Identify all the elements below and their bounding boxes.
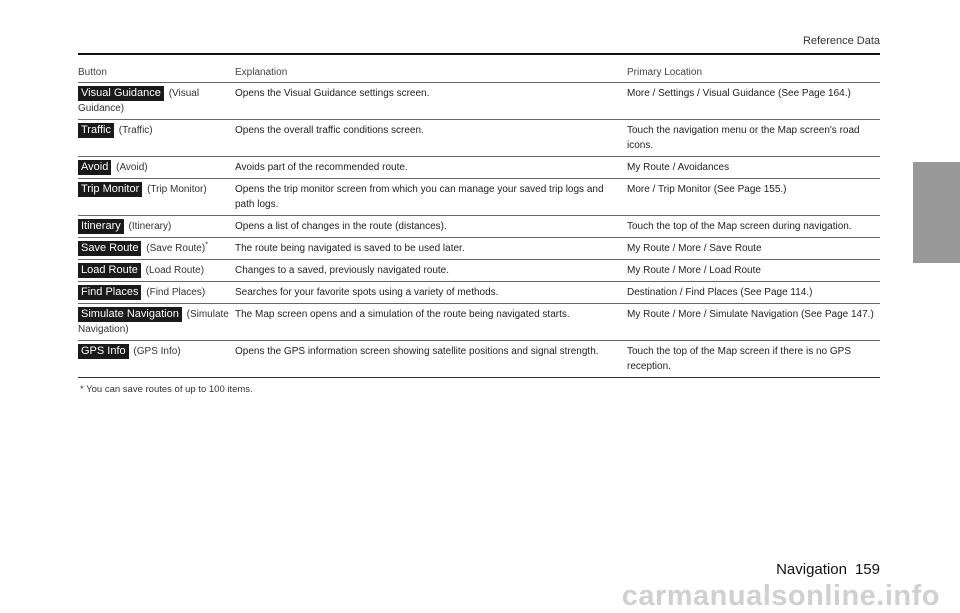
explanation-cell: Opens the Visual Guidance settings screen. [235, 83, 627, 120]
avoid-badge: Avoid [78, 160, 111, 175]
button-cell [78, 304, 235, 341]
itinerary-badge: Itinerary [78, 219, 124, 234]
explanation-cell: Opens the trip monitor screen from which you can manage your saved trip logs and path logs. [235, 179, 627, 216]
location-cell: Destination / Find Places (See Page 114.) [627, 282, 880, 304]
location-cell: Touch the navigation menu or the Map screen's road icons. [627, 120, 880, 157]
location-cell: Touch the top of the Map screen during navigation. [627, 216, 880, 238]
table-row [78, 260, 880, 282]
button-name: (Visual Guidance) [78, 88, 200, 114]
footnote-marker: * [205, 241, 208, 249]
header-rule [78, 53, 880, 55]
location-cell: More / Trip Monitor (See Page 155.) [627, 179, 880, 216]
page-footer [776, 561, 880, 578]
button-name: (GPS Info) [133, 346, 181, 357]
table-row [78, 216, 880, 238]
chapter-side-tab [913, 162, 960, 263]
button-name: (Traffic) [118, 125, 153, 136]
location-cell: My Route / More / Save Route [627, 238, 880, 260]
save-route-badge: Save Route [78, 241, 141, 256]
table-row [78, 157, 880, 179]
explanation-cell: Opens the overall traffic conditions screen. [235, 120, 627, 157]
footnote: * You can save routes of up to 100 items. [80, 384, 253, 395]
location-cell: My Route / Avoidances [627, 157, 880, 179]
button-name: (Save Route) [146, 243, 206, 254]
explanation-cell: Avoids part of the recommended route. [235, 157, 627, 179]
button-cell [78, 341, 235, 378]
explanation-cell: Opens a list of changes in the route (distances). [235, 216, 627, 238]
location-cell: My Route / More / Load Route [627, 260, 880, 282]
column-header-location: Primary Location [627, 64, 880, 83]
load-route-badge: Load Route [78, 263, 141, 278]
explanation-cell: The Map screen opens and a simulation of the route being navigated starts. [235, 304, 627, 341]
visual-guidance-badge: Visual Guidance [78, 86, 164, 101]
explanation-cell: The route being navigated is saved to be used later. [235, 238, 627, 260]
button-name: (Avoid) [116, 162, 148, 173]
explanation-cell: Changes to a saved, previously navigated route. [235, 260, 627, 282]
location-cell: More / Settings / Visual Guidance (See Page 164.) [627, 83, 880, 120]
table-row [78, 304, 880, 341]
button-cell [78, 260, 235, 282]
traffic-badge: Traffic [78, 123, 114, 138]
button-name: (Trip Monitor) [147, 184, 207, 195]
column-header-button: Button [78, 64, 235, 83]
table-row [78, 282, 880, 304]
page-number: 159 [854, 561, 880, 578]
button-cell [78, 120, 235, 157]
button-name: (Load Route) [145, 265, 205, 276]
button-cell [78, 238, 235, 260]
reference-table [78, 64, 880, 378]
gps-info-badge: GPS Info [78, 344, 129, 359]
location-cell: Touch the top of the Map screen if there is no GPS reception. [627, 341, 880, 378]
simulate-navigation-badge: Simulate Navigation [78, 307, 182, 322]
button-name: (Itinerary) [128, 221, 172, 232]
table-row [78, 179, 880, 216]
explanation-cell: Opens the GPS information screen showing satellite positions and signal strength. [235, 341, 627, 378]
column-header-explanation: Explanation [235, 64, 627, 83]
table-row [78, 238, 880, 260]
section-header-title: Reference Data [802, 35, 880, 47]
button-cell [78, 157, 235, 179]
location-cell: My Route / More / Simulate Navigation (See Page 147.) [627, 304, 880, 341]
explanation-cell: Searches for your favorite spots using a variety of methods. [235, 282, 627, 304]
table-header-row [78, 64, 880, 83]
footer-section-name: Navigation [776, 561, 847, 578]
button-cell [78, 216, 235, 238]
button-cell [78, 83, 235, 120]
table-row [78, 83, 880, 120]
button-cell [78, 282, 235, 304]
button-name: (Find Places) [146, 287, 206, 298]
table-row [78, 341, 880, 378]
button-name: (Simulate Navigation) [78, 309, 229, 335]
button-cell [78, 179, 235, 216]
table-row [78, 120, 880, 157]
watermark: carmanualsonline.info [621, 580, 940, 612]
find-places-badge: Find Places [78, 285, 141, 300]
trip-monitor-badge: Trip Monitor [78, 182, 142, 197]
